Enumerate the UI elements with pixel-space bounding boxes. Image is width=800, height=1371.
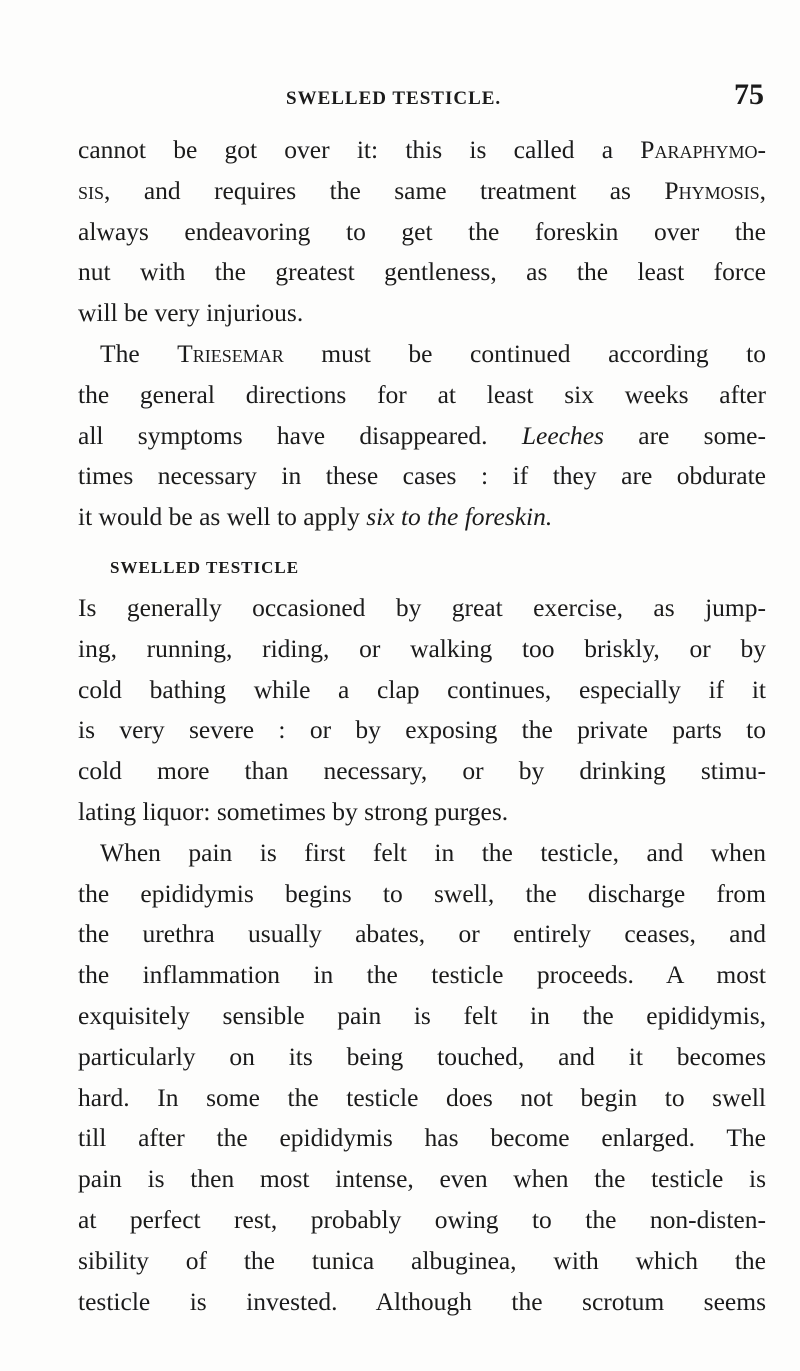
text-line: times necessary in these cases : if they are obdurate xyxy=(78,461,766,491)
paragraph-paraphymosis xyxy=(78,130,766,334)
text-line xyxy=(78,130,766,171)
text-line: nut with the greatest gentleness, as the least force xyxy=(78,257,766,287)
text-run: all symptoms have disappeared. xyxy=(78,420,522,450)
text-line: ing, running, riding, or walking too briskly, or by xyxy=(78,633,766,663)
text-line xyxy=(78,171,766,212)
term-leeches: Leeches xyxy=(521,420,604,450)
text-line: pain is then most intense, even when the testicle is xyxy=(78,1164,766,1194)
term-phymosis: Phymosis xyxy=(664,175,760,205)
paragraph-symptoms xyxy=(78,833,766,1323)
text-line: the inflammation in the testicle proceeds. A most xyxy=(78,960,766,990)
paragraph-triesemar xyxy=(78,334,766,538)
text-run: it would be as well to apply xyxy=(78,502,367,532)
text-line: Is generally occasioned by great exercise, as jump- xyxy=(78,592,766,622)
text-run: cannot be got over it: this is called a xyxy=(78,135,641,164)
italic-phrase: six to the foreskin. xyxy=(366,502,553,532)
text-line: hard. In some the testicle does not begin to swell xyxy=(78,1082,766,1112)
text-line: is very severe : or by exposing the private parts to xyxy=(78,715,766,745)
text-line: cold more than necessary, or by drinking stimu- xyxy=(78,756,766,786)
term-paraphymosis-end: sis xyxy=(78,175,105,205)
text-line: always endeavoring to get the foreskin over the xyxy=(78,216,766,246)
text-line: at perfect rest, probably owing to the non-disten- xyxy=(78,1204,766,1234)
text-line xyxy=(78,497,766,538)
page-number: 75 xyxy=(734,78,764,111)
text-line: till after the epididymis has become enlarged. The xyxy=(78,1123,766,1153)
term-triesemar: Triesemar xyxy=(177,338,284,368)
text-line xyxy=(78,334,766,375)
running-head xyxy=(78,80,764,120)
running-head-title: SWELLED TESTICLE. xyxy=(286,88,502,109)
text-line: will be very injurious. xyxy=(78,298,304,328)
text-line: sibility of the tunica albuginea, with which the xyxy=(78,1245,766,1275)
section-heading: SWELLED TESTICLE xyxy=(110,557,300,577)
text-line: particularly on its being touched, and it becomes xyxy=(78,1041,766,1071)
text-line: lating liquor: sometimes by strong purges. xyxy=(78,796,509,826)
text-run: , xyxy=(759,175,766,205)
text-line xyxy=(78,416,766,457)
paragraph-causes xyxy=(78,588,766,833)
text-line: testicle is invested. Although the scrotum seems xyxy=(78,1286,766,1316)
text-line: When pain is first felt in the testicle, and when xyxy=(100,837,766,867)
body-text xyxy=(78,130,766,1322)
text-line: exquisitely sensible pain is felt in the epididymis, xyxy=(78,1000,766,1030)
text-line: the epididymis begins to swell, the discharge from xyxy=(78,878,766,908)
text-line: cold bathing while a clap continues, especially if it xyxy=(78,674,766,704)
text-line: the urethra usually abates, or entirely ceases, and xyxy=(78,919,766,949)
text-run: must be continued according to xyxy=(283,338,766,368)
term-paraphymosis: Paraphymo- xyxy=(640,135,766,164)
text-run: are some- xyxy=(603,420,766,450)
text-line: the general directions for at least six weeks after xyxy=(78,379,766,409)
text-run: The xyxy=(100,338,178,368)
text-run: , and requires the same treatment as xyxy=(104,175,665,205)
